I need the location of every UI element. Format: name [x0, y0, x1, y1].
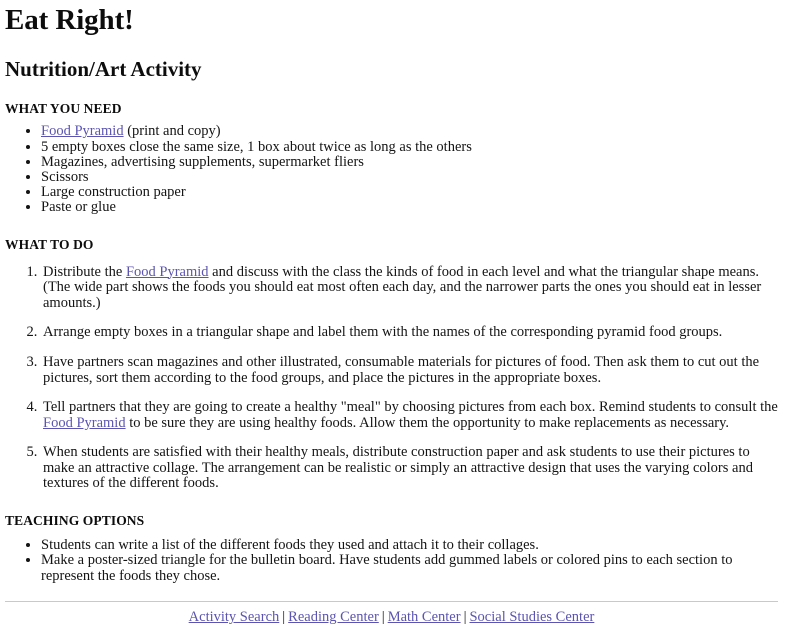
list-item-text: (print and copy) [123, 123, 221, 140]
footer-separator: | [282, 609, 286, 626]
document-page [0, 6, 800, 626]
instructions-list [5, 265, 778, 493]
page-title: Eat Right! [5, 4, 134, 36]
list-item: • Paste or glue [41, 200, 778, 215]
list-item: 2. Arrange empty boxes in a triangular shape and label them with the names of the corresponding pyramid food groups. [41, 325, 778, 341]
footer-link-math-center[interactable]: Math Center [387, 609, 461, 626]
section-heading-what-you-need: WHAT YOU NEED [5, 100, 122, 116]
list-item-text-after: to be sure they are using healthy foods. Allow them the opportunity to make replacements as necessary. [125, 414, 730, 431]
list-item [41, 400, 778, 431]
footer-nav [5, 609, 778, 626]
list-item: • Magazines, advertising supplements, supermarket fliers [41, 155, 778, 170]
list-item: 3. Have partners scan magazines and other illustrated, consumable materials for pictures of food. Then ask them to cut out the pictures, sort them according to the food groups, and place the pictures in the appropriate boxes. [41, 355, 778, 386]
page-subtitle: Nutrition/Art Activity [5, 56, 202, 81]
list-item: • Large construction paper [41, 185, 778, 200]
footer-link-reading-center[interactable]: Reading Center [288, 609, 379, 626]
list-item: • Students can write a list of the different foods they used and attach it to their collages. [41, 538, 778, 553]
teaching-options-list [5, 538, 778, 584]
section-heading-what-to-do: WHAT TO DO [5, 236, 94, 252]
list-item: • Make a poster-sized triangle for the bulletin board. Have students add gummed labels or colored pins to each section to represent the foods they chose. [41, 553, 778, 584]
list-item: 5. When students are satisfied with their healthy meals, distribute construction paper and ask students to use their pictures to make an attractive collage. The arrangement can be realistic or simply an attractive design that uses the varying colors and textures of the different foods. [41, 445, 778, 492]
footer-separator: | [463, 609, 467, 626]
footer-divider [5, 601, 778, 602]
list-item-text-after: and discuss with the class the kinds of food in each level and what the triangular shape means. (The wide part shows the foods you should eat most often each day, and the narrower parts the ones you should eat in lesser amounts.) [43, 263, 762, 311]
materials-list [5, 124, 778, 215]
list-item-text-before: Tell partners that they are going to create a healthy "meal" by choosing pictures from each box. Remind students to consult the [43, 399, 778, 416]
list-item: • Scissors [41, 170, 778, 185]
footer-link-activity-search[interactable]: Activity Search [188, 609, 280, 626]
section-heading-teaching-options: TEACHING OPTIONS [5, 513, 145, 529]
footer-separator: | [381, 609, 385, 626]
list-item [41, 124, 778, 139]
list-item: • 5 empty boxes close the same size, 1 box about twice as long as the others [41, 140, 778, 155]
food-pyramid-link[interactable]: Food Pyramid [43, 414, 126, 431]
food-pyramid-link[interactable]: Food Pyramid [41, 123, 124, 140]
footer-link-social-studies-center[interactable]: Social Studies Center [469, 609, 595, 626]
list-item [41, 265, 778, 312]
food-pyramid-link[interactable]: Food Pyramid [125, 263, 209, 280]
list-item-text-before: Distribute the [43, 263, 126, 280]
